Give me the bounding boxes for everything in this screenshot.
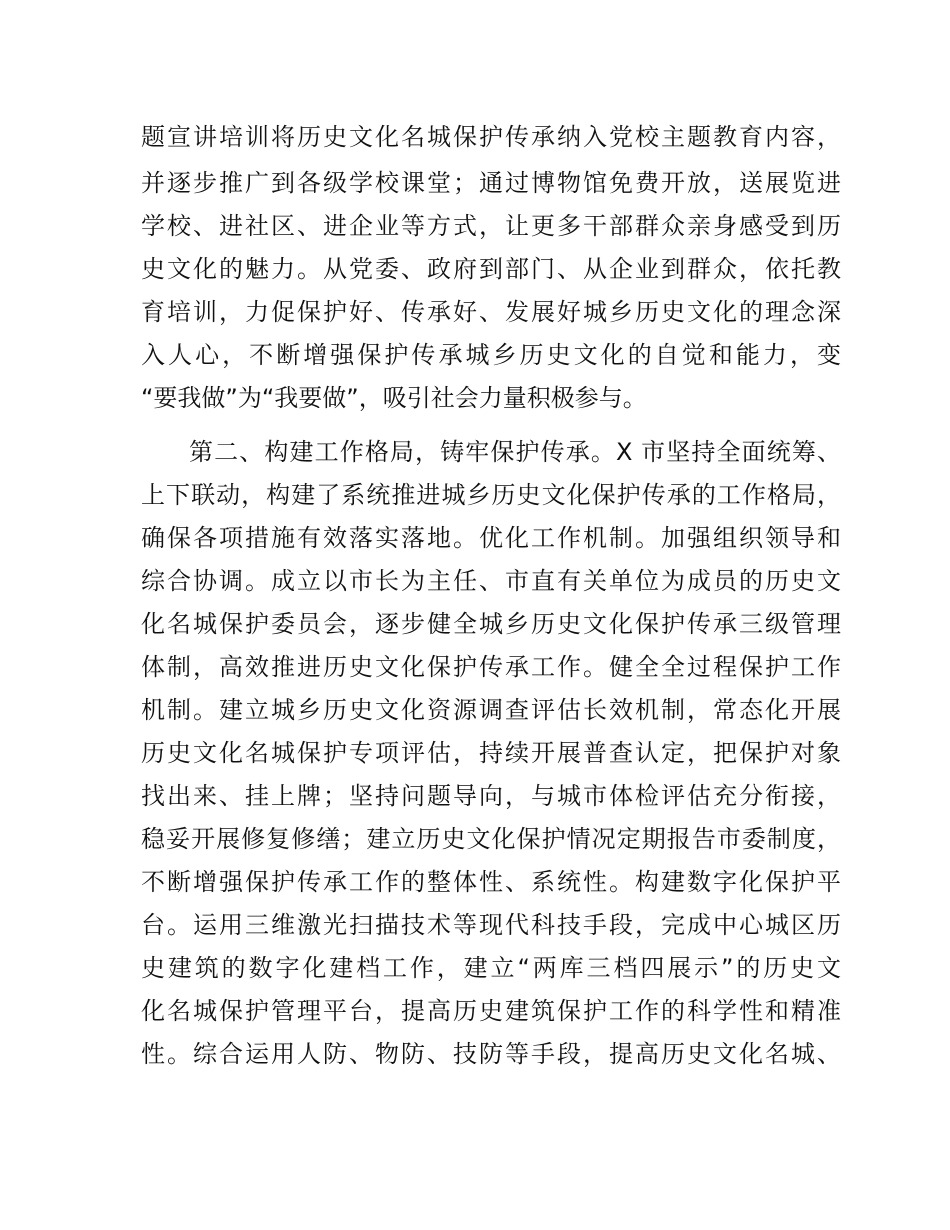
text-line: 综合协调。成立以市长为主任、市直有关单位为成员的历史文	[141, 567, 841, 595]
text-line: 稳妥开展修复修缮；建立历史文化保护情况定期报告市委制度，	[141, 825, 841, 853]
text-line: 史建筑的数字化建档工作，建立“两库三档四展示”的历史文	[141, 954, 841, 982]
text-line: 找出来、挂上牌；坚持问题导向，与城市体检评估充分衔接，	[141, 782, 841, 810]
text-line: 机制。建立城乡历史文化资源调查评估长效机制，常态化开展	[141, 696, 841, 724]
text-line: 育培训，力促保护好、传承好、发展好城乡历史文化的理念深	[141, 298, 841, 326]
text-line: 不断增强保护传承工作的整体性、系统性。构建数字化保护平	[141, 868, 841, 896]
text-line: 历史文化名城保护专项评估，持续开展普查认定，把保护对象	[141, 739, 841, 767]
text-line: 上下联动，构建了系统推进城乡历史文化保护传承的工作格局，	[141, 481, 841, 509]
text-line: 性。综合运用人防、物防、技防等手段，提高历史文化名城、	[141, 1040, 841, 1068]
text-line: 确保各项措施有效落实落地。优化工作机制。加强组织领导和	[141, 524, 841, 552]
text-line: 史文化的魅力。从党委、政府到部门、从企业到群众，依托教	[141, 255, 841, 283]
text-line: 题宣讲培训将历史文化名城保护传承纳入党校主题教育内容，	[141, 123, 841, 151]
text-line: “要我做”为“我要做”，吸引社会力量积极参与。	[141, 384, 647, 412]
text-line: 学校、进社区、进企业等方式，让更多干部群众亲身感受到历	[141, 212, 841, 240]
text-line: 第二、构建工作格局，铸牢保护传承。X 市坚持全面统筹、	[189, 438, 841, 466]
text-line: 体制，高效推进历史文化保护传承工作。健全全过程保护工作	[141, 653, 841, 681]
text-line: 化名城保护委员会，逐步健全城乡历史文化保护传承三级管理	[141, 610, 841, 638]
text-line: 入人心，不断增强保护传承城乡历史文化的自觉和能力，变	[141, 341, 841, 369]
text-line: 化名城保护管理平台，提高历史建筑保护工作的科学性和精准	[141, 997, 841, 1025]
text-line: 并逐步推广到各级学校课堂；通过博物馆免费开放，送展览进	[141, 169, 841, 197]
text-line: 台。运用三维激光扫描技术等现代科技手段，完成中心城区历	[141, 911, 841, 939]
